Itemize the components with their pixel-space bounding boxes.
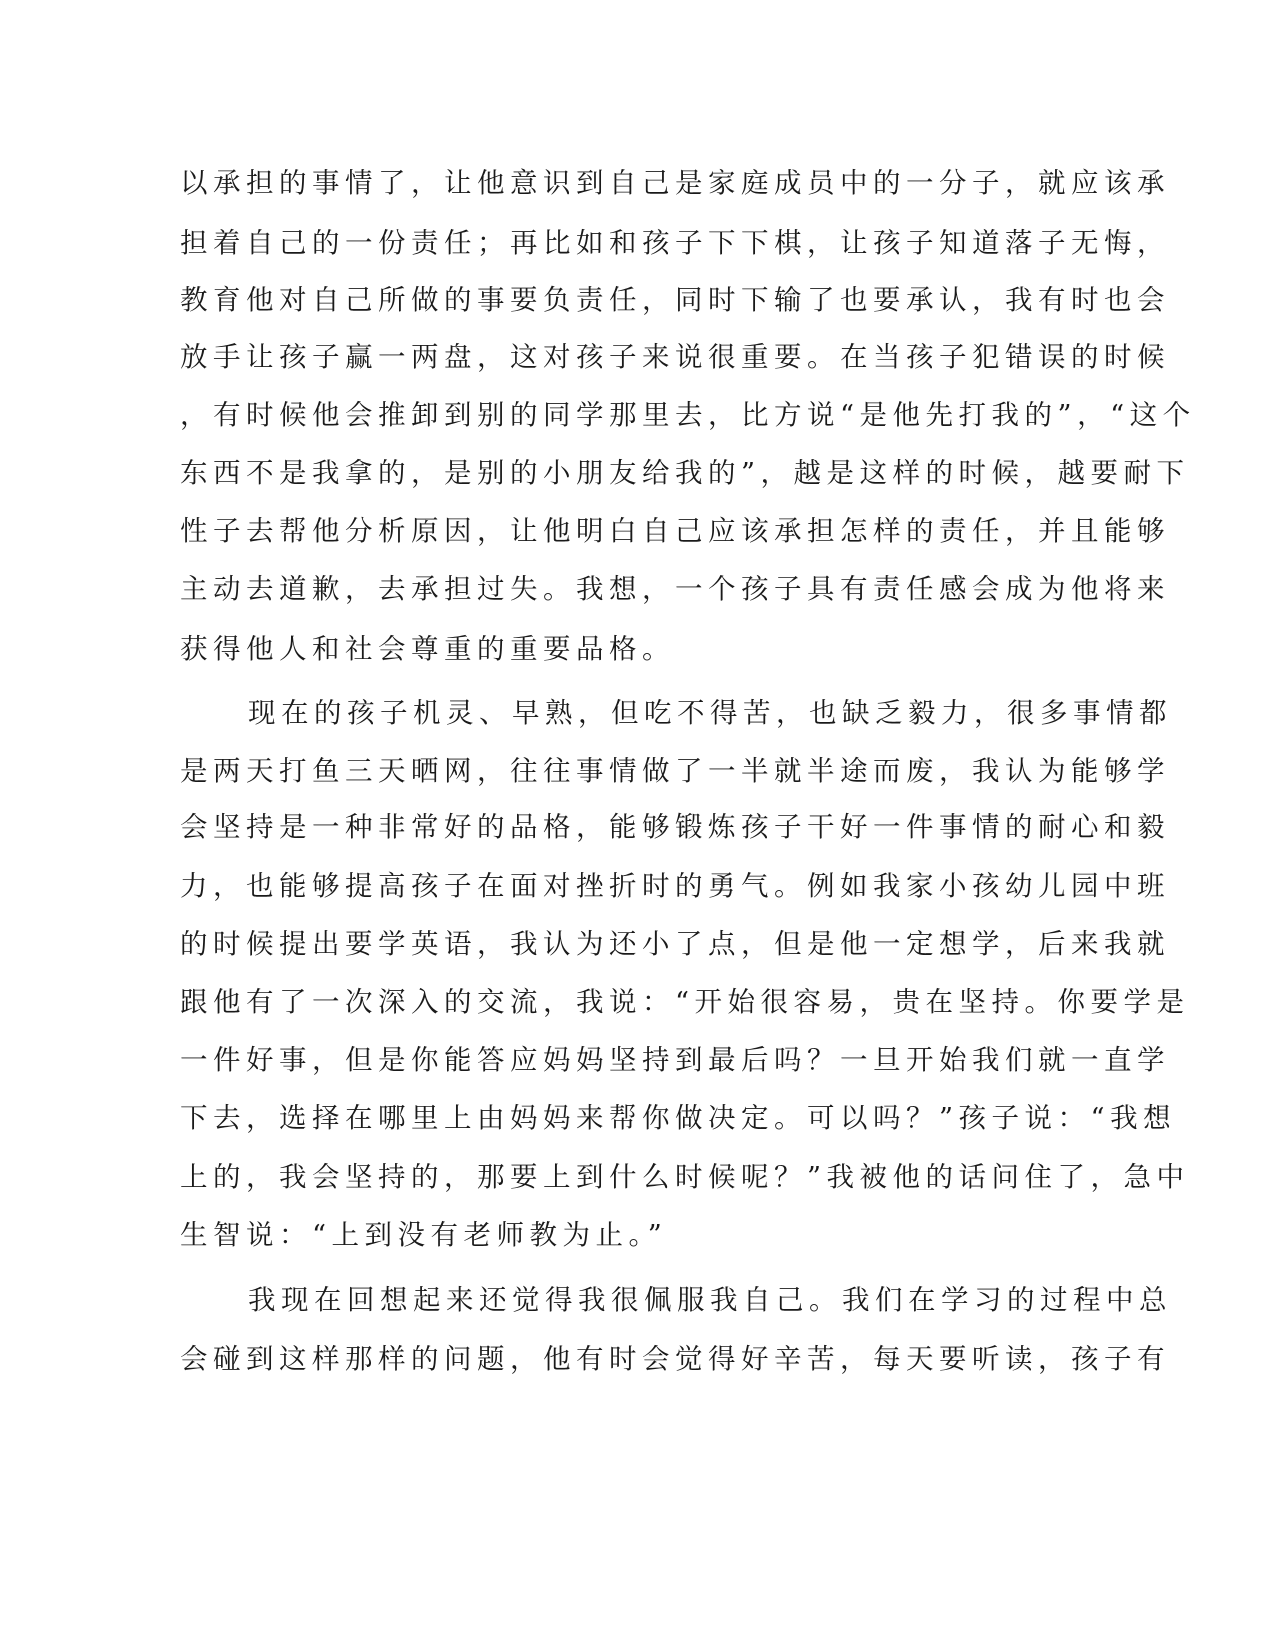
paragraph-first-line: 我现在回想起来还觉得我很佩服我自己。我们在学习的过程中总	[248, 1284, 1172, 1316]
paragraph-first-line: 现在的孩子机灵、早熟，但吃不得苦，也缺乏毅力，很多事情都	[248, 697, 1172, 729]
text-line: 教育他对自己所做的事要负责任，同时下输了也要承认，我有时也会	[180, 284, 1170, 316]
text-line: 会坚持是一种非常好的品格，能够锻炼孩子干好一件事情的耐心和毅	[180, 811, 1170, 843]
text-line: 主动去道歉，去承担过失。我想，一个孩子具有责任感会成为他将来	[180, 573, 1170, 605]
text-line: 会碰到这样那样的问题，他有时会觉得好辛苦，每天要听读，孩子有	[180, 1343, 1170, 1375]
text-line: 放手让孩子赢一两盘，这对孩子来说很重要。在当孩子犯错误的时候	[180, 341, 1170, 373]
text-line: 东西不是我拿的，是别的小朋友给我的”，越是这样的时候，越要耐下	[180, 457, 1190, 489]
text-line: 获得他人和社会尊重的重要品格。	[180, 633, 675, 665]
text-line: 担着自己的一份责任；再比如和孩子下下棋，让孩子知道落子无悔，	[180, 227, 1170, 259]
text-line: 的时候提出要学英语，我认为还小了点，但是他一定想学，后来我就	[180, 928, 1170, 960]
text-line: ，有时候他会推卸到别的同学那里去，比方说“是他先打我的”，“这个	[180, 399, 1196, 431]
text-line: 跟他有了一次深入的交流，我说：“开始很容易，贵在坚持。你要学是	[180, 986, 1190, 1018]
text-line: 一件好事，但是你能答应妈妈坚持到最后吗？一旦开始我们就一直学	[180, 1044, 1170, 1076]
text-line: 生智说：“上到没有老师教为止。”	[180, 1219, 668, 1251]
text-line: 以承担的事情了，让他意识到自己是家庭成员中的一分子，就应该承	[180, 167, 1170, 199]
text-line: 力，也能够提高孩子在面对挫折时的勇气。例如我家小孩幼儿园中班	[180, 870, 1170, 902]
text-line: 性子去帮他分析原因，让他明白自己应该承担怎样的责任，并且能够	[180, 515, 1170, 547]
text-line: 上的，我会坚持的，那要上到什么时候呢？”我被他的话问住了，急中	[180, 1161, 1190, 1193]
text-line: 下去，选择在哪里上由妈妈来帮你做决定。可以吗？”孩子说：“我想	[180, 1102, 1177, 1134]
text-line: 是两天打鱼三天晒网，往往事情做了一半就半途而废，我认为能够学	[180, 755, 1170, 787]
